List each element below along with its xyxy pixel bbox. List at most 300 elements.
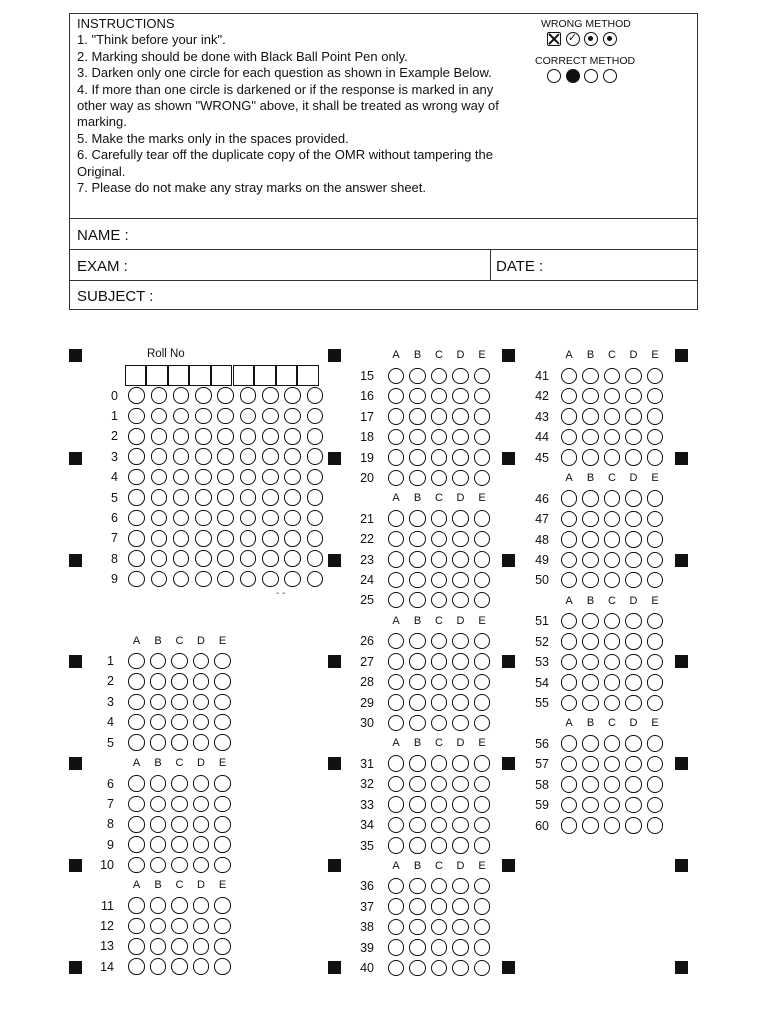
roll-digit-bubble[interactable] — [195, 489, 212, 506]
option-bubble-d[interactable] — [625, 735, 642, 752]
roll-digit-bubble[interactable] — [195, 510, 212, 527]
option-bubble-b[interactable] — [582, 449, 599, 466]
option-bubble-e[interactable] — [474, 715, 491, 732]
roll-digit-bubble[interactable] — [173, 387, 190, 404]
option-bubble-e[interactable] — [214, 836, 231, 853]
option-bubble-d[interactable] — [193, 958, 210, 975]
option-bubble-a[interactable] — [561, 817, 578, 834]
roll-digit-bubble[interactable] — [217, 571, 234, 588]
option-bubble-e[interactable] — [474, 694, 491, 711]
option-bubble-d[interactable] — [625, 531, 642, 548]
option-bubble-a[interactable] — [561, 613, 578, 630]
option-bubble-a[interactable] — [388, 817, 405, 834]
roll-digit-bubble[interactable] — [173, 510, 190, 527]
option-bubble-d[interactable] — [625, 490, 642, 507]
option-bubble-d[interactable] — [193, 897, 210, 914]
option-bubble-a[interactable] — [561, 674, 578, 691]
option-bubble-d[interactable] — [452, 776, 469, 793]
option-bubble-c[interactable] — [604, 408, 621, 425]
option-bubble-d[interactable] — [452, 408, 469, 425]
option-bubble-d[interactable] — [625, 674, 642, 691]
option-bubble-b[interactable] — [409, 531, 426, 548]
roll-digit-bubble[interactable] — [195, 428, 212, 445]
option-bubble-b[interactable] — [409, 817, 426, 834]
option-bubble-a[interactable] — [388, 531, 405, 548]
option-bubble-a[interactable] — [388, 633, 405, 650]
option-bubble-b[interactable] — [582, 368, 599, 385]
option-bubble-b[interactable] — [582, 552, 599, 569]
roll-digit-bubble[interactable] — [151, 448, 168, 465]
option-bubble-e[interactable] — [214, 673, 231, 690]
option-bubble-e[interactable] — [474, 878, 491, 895]
option-bubble-c[interactable] — [604, 654, 621, 671]
option-bubble-c[interactable] — [431, 388, 448, 405]
option-bubble-b[interactable] — [409, 388, 426, 405]
option-bubble-c[interactable] — [604, 388, 621, 405]
roll-digit-bubble[interactable] — [217, 550, 234, 567]
option-bubble-e[interactable] — [647, 449, 664, 466]
option-bubble-b[interactable] — [582, 429, 599, 446]
option-bubble-b[interactable] — [409, 674, 426, 691]
option-bubble-e[interactable] — [214, 857, 231, 874]
roll-digit-bubble[interactable] — [240, 571, 257, 588]
roll-digit-bubble[interactable] — [284, 489, 301, 506]
option-bubble-b[interactable] — [582, 695, 599, 712]
roll-digit-bubble[interactable] — [307, 469, 324, 486]
option-bubble-e[interactable] — [647, 735, 664, 752]
option-bubble-c[interactable] — [604, 674, 621, 691]
roll-digit-bubble[interactable] — [151, 408, 168, 425]
option-bubble-e[interactable] — [474, 429, 491, 446]
roll-digit-bubble[interactable] — [284, 448, 301, 465]
option-bubble-d[interactable] — [452, 755, 469, 772]
option-bubble-d[interactable] — [625, 368, 642, 385]
roll-no-box[interactable] — [233, 365, 255, 386]
option-bubble-c[interactable] — [171, 694, 188, 711]
option-bubble-b[interactable] — [150, 816, 167, 833]
roll-digit-bubble[interactable] — [195, 550, 212, 567]
option-bubble-a[interactable] — [388, 674, 405, 691]
roll-no-box[interactable] — [297, 365, 319, 386]
option-bubble-a[interactable] — [561, 368, 578, 385]
option-bubble-c[interactable] — [431, 796, 448, 813]
option-bubble-e[interactable] — [474, 592, 491, 609]
option-bubble-d[interactable] — [452, 715, 469, 732]
option-bubble-d[interactable] — [452, 572, 469, 589]
option-bubble-b[interactable] — [582, 797, 599, 814]
option-bubble-c[interactable] — [431, 715, 448, 732]
option-bubble-d[interactable] — [193, 775, 210, 792]
option-bubble-b[interactable] — [409, 776, 426, 793]
option-bubble-e[interactable] — [647, 388, 664, 405]
option-bubble-b[interactable] — [409, 898, 426, 915]
option-bubble-b[interactable] — [409, 572, 426, 589]
option-bubble-c[interactable] — [431, 878, 448, 895]
option-bubble-a[interactable] — [388, 388, 405, 405]
option-bubble-a[interactable] — [388, 898, 405, 915]
option-bubble-b[interactable] — [582, 735, 599, 752]
option-bubble-c[interactable] — [171, 958, 188, 975]
option-bubble-c[interactable] — [604, 511, 621, 528]
option-bubble-c[interactable] — [171, 857, 188, 874]
option-bubble-b[interactable] — [582, 756, 599, 773]
option-bubble-e[interactable] — [214, 897, 231, 914]
option-bubble-e[interactable] — [474, 674, 491, 691]
roll-digit-bubble[interactable] — [307, 428, 324, 445]
option-bubble-d[interactable] — [452, 388, 469, 405]
option-bubble-e[interactable] — [647, 633, 664, 650]
option-bubble-a[interactable] — [388, 878, 405, 895]
roll-no-box[interactable] — [168, 365, 190, 386]
option-bubble-a[interactable] — [128, 836, 145, 853]
option-bubble-d[interactable] — [625, 633, 642, 650]
option-bubble-d[interactable] — [452, 898, 469, 915]
option-bubble-d[interactable] — [625, 695, 642, 712]
option-bubble-d[interactable] — [193, 816, 210, 833]
option-bubble-c[interactable] — [431, 653, 448, 670]
option-bubble-a[interactable] — [388, 694, 405, 711]
option-bubble-a[interactable] — [388, 837, 405, 854]
roll-digit-bubble[interactable] — [284, 510, 301, 527]
option-bubble-b[interactable] — [582, 817, 599, 834]
option-bubble-d[interactable] — [452, 592, 469, 609]
option-bubble-a[interactable] — [388, 470, 405, 487]
roll-digit-bubble[interactable] — [262, 387, 279, 404]
option-bubble-e[interactable] — [474, 408, 491, 425]
option-bubble-a[interactable] — [128, 897, 145, 914]
roll-digit-bubble[interactable] — [240, 408, 257, 425]
option-bubble-a[interactable] — [128, 714, 145, 731]
option-bubble-c[interactable] — [431, 694, 448, 711]
option-bubble-e[interactable] — [214, 938, 231, 955]
roll-digit-bubble[interactable] — [307, 489, 324, 506]
roll-digit-bubble[interactable] — [262, 448, 279, 465]
option-bubble-b[interactable] — [150, 775, 167, 792]
option-bubble-b[interactable] — [150, 734, 167, 751]
option-bubble-c[interactable] — [431, 776, 448, 793]
roll-digit-bubble[interactable] — [128, 571, 145, 588]
option-bubble-c[interactable] — [431, 592, 448, 609]
option-bubble-c[interactable] — [171, 918, 188, 935]
option-bubble-d[interactable] — [193, 694, 210, 711]
option-bubble-d[interactable] — [625, 388, 642, 405]
option-bubble-d[interactable] — [625, 408, 642, 425]
roll-digit-bubble[interactable] — [128, 510, 145, 527]
option-bubble-d[interactable] — [452, 837, 469, 854]
option-bubble-d[interactable] — [625, 756, 642, 773]
option-bubble-c[interactable] — [604, 735, 621, 752]
option-bubble-a[interactable] — [388, 449, 405, 466]
roll-digit-bubble[interactable] — [151, 387, 168, 404]
option-bubble-b[interactable] — [409, 960, 426, 977]
option-bubble-a[interactable] — [388, 776, 405, 793]
option-bubble-e[interactable] — [474, 531, 491, 548]
option-bubble-d[interactable] — [625, 613, 642, 630]
roll-digit-bubble[interactable] — [217, 530, 234, 547]
option-bubble-c[interactable] — [604, 490, 621, 507]
option-bubble-b[interactable] — [409, 796, 426, 813]
option-bubble-e[interactable] — [647, 756, 664, 773]
option-bubble-a[interactable] — [388, 653, 405, 670]
option-bubble-d[interactable] — [452, 551, 469, 568]
option-bubble-d[interactable] — [452, 653, 469, 670]
option-bubble-c[interactable] — [431, 470, 448, 487]
roll-digit-bubble[interactable] — [173, 428, 190, 445]
option-bubble-c[interactable] — [431, 408, 448, 425]
option-bubble-e[interactable] — [214, 734, 231, 751]
roll-digit-bubble[interactable] — [240, 530, 257, 547]
roll-digit-bubble[interactable] — [195, 408, 212, 425]
option-bubble-a[interactable] — [561, 449, 578, 466]
option-bubble-e[interactable] — [474, 470, 491, 487]
option-bubble-d[interactable] — [625, 776, 642, 793]
roll-digit-bubble[interactable] — [217, 510, 234, 527]
roll-digit-bubble[interactable] — [128, 387, 145, 404]
option-bubble-d[interactable] — [452, 510, 469, 527]
option-bubble-c[interactable] — [431, 633, 448, 650]
option-bubble-a[interactable] — [388, 939, 405, 956]
option-bubble-e[interactable] — [647, 695, 664, 712]
option-bubble-a[interactable] — [561, 776, 578, 793]
option-bubble-b[interactable] — [150, 714, 167, 731]
option-bubble-a[interactable] — [561, 408, 578, 425]
option-bubble-a[interactable] — [388, 368, 405, 385]
roll-digit-bubble[interactable] — [173, 550, 190, 567]
roll-digit-bubble[interactable] — [240, 489, 257, 506]
option-bubble-b[interactable] — [409, 551, 426, 568]
roll-digit-bubble[interactable] — [128, 428, 145, 445]
roll-no-box[interactable] — [211, 365, 233, 386]
option-bubble-c[interactable] — [171, 734, 188, 751]
roll-digit-bubble[interactable] — [173, 530, 190, 547]
option-bubble-a[interactable] — [128, 796, 145, 813]
option-bubble-a[interactable] — [128, 673, 145, 690]
roll-digit-bubble[interactable] — [195, 448, 212, 465]
option-bubble-b[interactable] — [409, 449, 426, 466]
option-bubble-c[interactable] — [604, 449, 621, 466]
option-bubble-c[interactable] — [171, 836, 188, 853]
option-bubble-c[interactable] — [431, 368, 448, 385]
roll-digit-bubble[interactable] — [173, 469, 190, 486]
option-bubble-e[interactable] — [214, 918, 231, 935]
option-bubble-e[interactable] — [647, 613, 664, 630]
option-bubble-b[interactable] — [150, 897, 167, 914]
option-bubble-e[interactable] — [214, 796, 231, 813]
roll-digit-bubble[interactable] — [284, 469, 301, 486]
option-bubble-e[interactable] — [647, 429, 664, 446]
roll-digit-bubble[interactable] — [217, 469, 234, 486]
option-bubble-c[interactable] — [171, 673, 188, 690]
option-bubble-e[interactable] — [474, 633, 491, 650]
roll-digit-bubble[interactable] — [240, 510, 257, 527]
option-bubble-c[interactable] — [431, 919, 448, 936]
roll-digit-bubble[interactable] — [262, 510, 279, 527]
roll-digit-bubble[interactable] — [307, 387, 324, 404]
subject-field[interactable]: SUBJECT : — [77, 288, 154, 305]
option-bubble-d[interactable] — [452, 368, 469, 385]
option-bubble-b[interactable] — [409, 429, 426, 446]
option-bubble-d[interactable] — [625, 552, 642, 569]
option-bubble-e[interactable] — [474, 898, 491, 915]
roll-digit-bubble[interactable] — [307, 510, 324, 527]
roll-digit-bubble[interactable] — [128, 530, 145, 547]
option-bubble-c[interactable] — [171, 714, 188, 731]
roll-digit-bubble[interactable] — [217, 489, 234, 506]
option-bubble-c[interactable] — [171, 653, 188, 670]
option-bubble-a[interactable] — [128, 694, 145, 711]
roll-digit-bubble[interactable] — [262, 408, 279, 425]
roll-digit-bubble[interactable] — [240, 469, 257, 486]
option-bubble-d[interactable] — [193, 734, 210, 751]
roll-digit-bubble[interactable] — [284, 550, 301, 567]
option-bubble-b[interactable] — [409, 715, 426, 732]
option-bubble-c[interactable] — [431, 755, 448, 772]
option-bubble-d[interactable] — [625, 654, 642, 671]
option-bubble-d[interactable] — [452, 633, 469, 650]
option-bubble-a[interactable] — [128, 653, 145, 670]
option-bubble-b[interactable] — [409, 368, 426, 385]
option-bubble-b[interactable] — [582, 572, 599, 589]
option-bubble-a[interactable] — [561, 490, 578, 507]
option-bubble-d[interactable] — [625, 429, 642, 446]
option-bubble-b[interactable] — [582, 654, 599, 671]
option-bubble-b[interactable] — [409, 470, 426, 487]
option-bubble-a[interactable] — [388, 755, 405, 772]
option-bubble-b[interactable] — [582, 633, 599, 650]
date-field[interactable]: DATE : — [496, 258, 544, 275]
option-bubble-e[interactable] — [647, 674, 664, 691]
option-bubble-c[interactable] — [431, 939, 448, 956]
roll-digit-bubble[interactable] — [307, 408, 324, 425]
option-bubble-a[interactable] — [561, 735, 578, 752]
roll-digit-bubble[interactable] — [151, 571, 168, 588]
option-bubble-d[interactable] — [193, 796, 210, 813]
option-bubble-c[interactable] — [604, 613, 621, 630]
option-bubble-b[interactable] — [409, 755, 426, 772]
option-bubble-a[interactable] — [388, 919, 405, 936]
option-bubble-e[interactable] — [647, 817, 664, 834]
option-bubble-b[interactable] — [409, 878, 426, 895]
option-bubble-e[interactable] — [647, 490, 664, 507]
option-bubble-b[interactable] — [582, 776, 599, 793]
roll-digit-bubble[interactable] — [262, 571, 279, 588]
option-bubble-c[interactable] — [431, 429, 448, 446]
option-bubble-c[interactable] — [604, 695, 621, 712]
option-bubble-a[interactable] — [128, 918, 145, 935]
option-bubble-c[interactable] — [604, 531, 621, 548]
option-bubble-c[interactable] — [604, 776, 621, 793]
option-bubble-a[interactable] — [561, 552, 578, 569]
roll-digit-bubble[interactable] — [151, 550, 168, 567]
option-bubble-d[interactable] — [452, 470, 469, 487]
option-bubble-d[interactable] — [452, 960, 469, 977]
option-bubble-a[interactable] — [128, 857, 145, 874]
option-bubble-a[interactable] — [388, 572, 405, 589]
option-bubble-e[interactable] — [474, 796, 491, 813]
option-bubble-a[interactable] — [561, 633, 578, 650]
roll-digit-bubble[interactable] — [262, 469, 279, 486]
option-bubble-e[interactable] — [474, 551, 491, 568]
option-bubble-c[interactable] — [431, 960, 448, 977]
option-bubble-e[interactable] — [474, 510, 491, 527]
option-bubble-a[interactable] — [388, 408, 405, 425]
option-bubble-d[interactable] — [452, 939, 469, 956]
roll-digit-bubble[interactable] — [240, 428, 257, 445]
option-bubble-d[interactable] — [452, 796, 469, 813]
option-bubble-e[interactable] — [474, 776, 491, 793]
option-bubble-b[interactable] — [150, 796, 167, 813]
roll-no-box[interactable] — [276, 365, 298, 386]
option-bubble-d[interactable] — [193, 653, 210, 670]
option-bubble-d[interactable] — [625, 817, 642, 834]
option-bubble-a[interactable] — [561, 429, 578, 446]
option-bubble-b[interactable] — [150, 694, 167, 711]
option-bubble-d[interactable] — [452, 531, 469, 548]
roll-digit-bubble[interactable] — [151, 469, 168, 486]
option-bubble-c[interactable] — [431, 572, 448, 589]
roll-digit-bubble[interactable] — [240, 550, 257, 567]
option-bubble-d[interactable] — [625, 797, 642, 814]
option-bubble-b[interactable] — [409, 592, 426, 609]
option-bubble-e[interactable] — [474, 960, 491, 977]
option-bubble-d[interactable] — [452, 878, 469, 895]
option-bubble-c[interactable] — [604, 756, 621, 773]
option-bubble-d[interactable] — [193, 673, 210, 690]
option-bubble-a[interactable] — [561, 654, 578, 671]
option-bubble-c[interactable] — [431, 674, 448, 691]
option-bubble-e[interactable] — [474, 388, 491, 405]
option-bubble-e[interactable] — [214, 714, 231, 731]
option-bubble-c[interactable] — [171, 938, 188, 955]
roll-digit-bubble[interactable] — [262, 489, 279, 506]
roll-digit-bubble[interactable] — [195, 530, 212, 547]
option-bubble-e[interactable] — [474, 755, 491, 772]
roll-digit-bubble[interactable] — [195, 387, 212, 404]
roll-digit-bubble[interactable] — [284, 387, 301, 404]
option-bubble-e[interactable] — [474, 939, 491, 956]
option-bubble-d[interactable] — [625, 572, 642, 589]
option-bubble-b[interactable] — [409, 939, 426, 956]
option-bubble-b[interactable] — [582, 531, 599, 548]
option-bubble-c[interactable] — [431, 531, 448, 548]
option-bubble-d[interactable] — [193, 857, 210, 874]
roll-digit-bubble[interactable] — [240, 387, 257, 404]
option-bubble-e[interactable] — [647, 408, 664, 425]
option-bubble-e[interactable] — [474, 449, 491, 466]
option-bubble-c[interactable] — [431, 449, 448, 466]
option-bubble-d[interactable] — [625, 511, 642, 528]
option-bubble-d[interactable] — [452, 429, 469, 446]
option-bubble-d[interactable] — [193, 714, 210, 731]
option-bubble-b[interactable] — [409, 837, 426, 854]
option-bubble-c[interactable] — [604, 552, 621, 569]
option-bubble-b[interactable] — [582, 408, 599, 425]
option-bubble-a[interactable] — [388, 592, 405, 609]
roll-digit-bubble[interactable] — [173, 571, 190, 588]
roll-digit-bubble[interactable] — [151, 489, 168, 506]
roll-digit-bubble[interactable] — [173, 489, 190, 506]
option-bubble-e[interactable] — [647, 797, 664, 814]
option-bubble-b[interactable] — [150, 857, 167, 874]
option-bubble-b[interactable] — [409, 694, 426, 711]
option-bubble-e[interactable] — [647, 531, 664, 548]
option-bubble-c[interactable] — [431, 837, 448, 854]
roll-digit-bubble[interactable] — [240, 448, 257, 465]
roll-no-box[interactable] — [125, 365, 147, 386]
option-bubble-b[interactable] — [409, 653, 426, 670]
option-bubble-a[interactable] — [561, 388, 578, 405]
option-bubble-a[interactable] — [128, 938, 145, 955]
